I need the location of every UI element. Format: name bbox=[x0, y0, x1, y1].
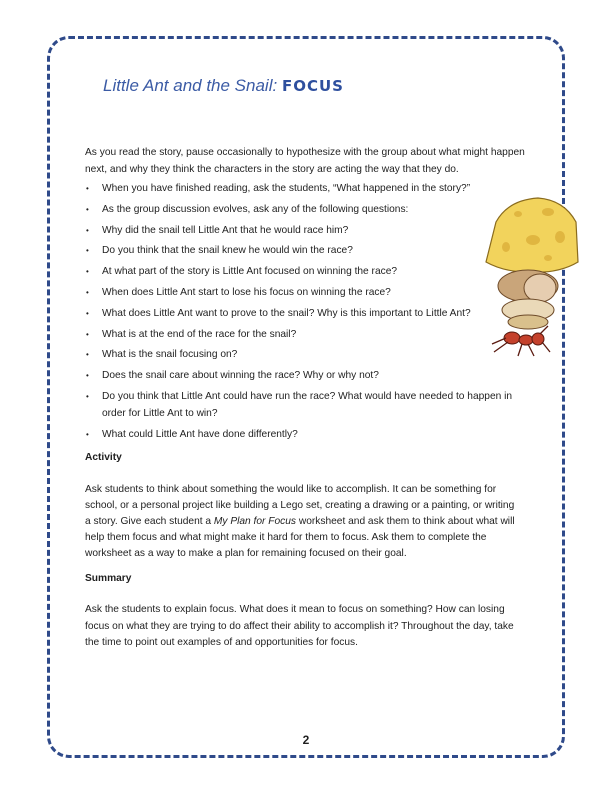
list-item: • What is the snail focusing on? bbox=[85, 346, 535, 363]
list-item: • When you have finished reading, ask the students, “What happened in the story?” bbox=[85, 180, 535, 197]
page-title bbox=[103, 76, 344, 96]
list-item: • Do you think that Little Ant could have run the race? What would have needed to happen in order for Little Ant to win? bbox=[85, 388, 532, 422]
list-item: • What could Little Ant have done differently? bbox=[85, 426, 535, 443]
list-item: • When does Little Ant start to lose his focus on winning the race? bbox=[85, 284, 535, 301]
page-number: 2 bbox=[302, 733, 310, 747]
title-main: Little Ant and the Snail: bbox=[103, 76, 278, 95]
ant-carrying-cheese-illustration bbox=[478, 192, 582, 362]
intro-paragraph: As you read the story, pause occasionally to hypothesize with the group about what might happen next, and why they think the characters in the story are acting the way that they do. bbox=[85, 147, 525, 175]
activity-heading: Activity bbox=[85, 452, 122, 463]
worksheet-name: My Plan for Focus bbox=[213, 516, 297, 527]
activity-text-before: Ask students to think about something the would like to accomplish. It can be something for school, or a personal project like building a Lego set, creating a drawing or a painting, or writing a story. Give each student a bbox=[85, 484, 515, 527]
list-item: • What does Little Ant want to prove to the snail? Why is this important to Little Ant? bbox=[85, 305, 535, 322]
list-item: • As the group discussion evolves, ask any of the following questions: bbox=[85, 201, 535, 218]
summary-paragraph: Ask the students to explain focus. What does it mean to focus on something? How can losing focus on what they are trying to do affect their ability to accomplish it? Throughout the day, take the time to point out examples of and opportunities for focus. bbox=[85, 604, 514, 648]
list-item: • What is at the end of the race for the snail? bbox=[85, 326, 535, 343]
activity-paragraph bbox=[85, 482, 515, 562]
summary-heading: Summary bbox=[85, 573, 132, 584]
activity-text-after: worksheet and ask them to think about what will help them focus and what might make it hard for them to focus. Ask them to complete the worksheet as a way to make a plan for remaining focused on their goal. bbox=[85, 516, 515, 559]
title-focus-word: FOCUS bbox=[281, 77, 344, 95]
question-list bbox=[85, 180, 535, 447]
list-item: • Does the snail care about winning the race? Why or why not? bbox=[85, 367, 535, 384]
list-item: • Do you think that the snail knew he would win the race? bbox=[85, 242, 535, 259]
list-item: • Why did the snail tell Little Ant that he would race him? bbox=[85, 222, 535, 239]
list-item: • At what part of the story is Little Ant focused on winning the race? bbox=[85, 263, 535, 280]
